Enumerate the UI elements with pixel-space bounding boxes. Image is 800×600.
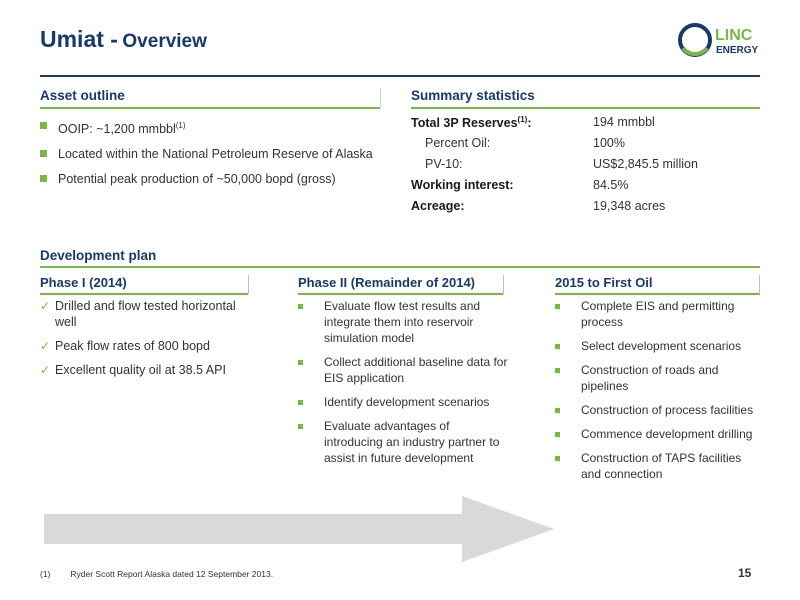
phase1-underline [40, 293, 248, 295]
bullet-square-icon [40, 122, 47, 129]
bullet-square-icon [40, 150, 47, 157]
list-item: Construction of TAPS facilities and connection [555, 450, 760, 482]
list-item: ✓ Excellent quality oil at 38.5 API [40, 363, 226, 377]
stats-label: Total 3P Reserves$^{(1)}$: [411, 115, 532, 131]
stats-row-percent-oil [411, 136, 760, 156]
page-title [40, 26, 207, 53]
list-item: ✓ Drilled and flow tested horizontal well [40, 299, 236, 329]
stats-value: 84.5% [593, 178, 629, 192]
list-item: Evaluate flow test results and integrate them into reservoir simulation model [298, 298, 508, 346]
bullet-square-icon [555, 304, 560, 309]
bullet-square-icon [555, 456, 560, 461]
title-divider [40, 75, 760, 77]
bullet-square-icon [555, 408, 560, 413]
phase2-underline [298, 293, 503, 295]
phase1-divider [248, 275, 249, 294]
list-item: Evaluate advantages of introducing an industry partner to assist in future development [298, 418, 508, 466]
bullet-square-icon [40, 175, 47, 182]
stats-row-acreage [411, 199, 760, 219]
page-number: 15 [738, 566, 752, 580]
phase1-heading: Phase I (2014) [40, 275, 127, 290]
footnote [40, 569, 273, 579]
stats-label: Acreage: [411, 199, 465, 213]
list-item: Construction of roads and pipelines [555, 362, 760, 394]
logo-text-energy: ENERGY [716, 45, 759, 56]
phase3-divider [759, 275, 760, 294]
list-item: ✓ Peak flow rates of 800 bopd [40, 339, 210, 353]
phase1-list [40, 298, 250, 386]
page-title-main: Umiat - [40, 26, 118, 52]
bullet-square-icon [555, 432, 560, 437]
linc-energy-logo [676, 18, 766, 64]
phase3-heading: 2015 to First Oil [555, 275, 653, 290]
asset-outline-list [40, 118, 380, 196]
checkmark-icon: ✓ [40, 299, 51, 313]
stats-value: 19,348 acres [593, 199, 666, 213]
stats-row-reserves [411, 115, 760, 135]
timeline-arrow [44, 496, 554, 562]
logo-ring-icon [676, 18, 766, 64]
list-item: Collect additional baseline data for EIS application [298, 354, 508, 386]
bullet-square-icon [555, 368, 560, 373]
asset-outline-underline [40, 107, 380, 109]
list-item: Select development scenarios [555, 338, 760, 354]
asset-outline-divider [380, 88, 381, 108]
right-arrow-icon [44, 496, 554, 562]
checkmark-icon: ✓ [40, 363, 51, 377]
footnote-number: (1) [40, 569, 51, 579]
phase2-divider [503, 275, 504, 294]
stats-label: PV-10: [425, 157, 463, 171]
phase3-list [555, 298, 760, 490]
stats-label: Percent Oil: [425, 136, 491, 150]
list-item: Complete EIS and permitting process [555, 298, 760, 330]
stats-row-working-interest [411, 178, 760, 198]
bullet-square-icon [555, 344, 560, 349]
bullet-square-icon [298, 400, 303, 405]
logo-text-linc: LINC [715, 27, 753, 44]
page-title-sub: Overview [122, 31, 207, 52]
development-underline [40, 266, 760, 268]
summary-heading: Summary statistics [411, 88, 535, 103]
checkmark-icon: ✓ [40, 339, 51, 353]
stats-label: Working interest: [411, 178, 514, 192]
footnote-text: Ryder Scott Report Alaska dated 12 September 2013. [70, 569, 274, 579]
bullet-square-icon [298, 424, 303, 429]
list-item: Construction of process facilities [555, 402, 760, 418]
list-item: Commence development drilling [555, 426, 760, 442]
list-item: Identify development scenarios [298, 394, 508, 410]
list-item: OOIP: ~1,200 mmbbl$^{(1)}$ [40, 118, 380, 137]
stats-row-pv10 [411, 157, 760, 177]
stats-value: US$2,845.5 million [593, 157, 698, 171]
summary-underline [411, 107, 760, 109]
phase2-heading: Phase II (Remainder of 2014) [298, 275, 476, 290]
stats-value: 194 mmbbl [593, 115, 655, 129]
development-heading: Development plan [40, 248, 157, 263]
stats-value: 100% [593, 136, 625, 150]
phase3-underline [555, 293, 760, 295]
bullet-square-icon [298, 304, 303, 309]
asset-outline-heading: Asset outline [40, 88, 125, 103]
list-item: Located within the National Petroleum Reserve of Alaska [40, 146, 380, 162]
phase2-list [298, 298, 508, 474]
list-item: Potential peak production of ~50,000 bopd (gross) [40, 171, 380, 187]
bullet-square-icon [298, 360, 303, 365]
